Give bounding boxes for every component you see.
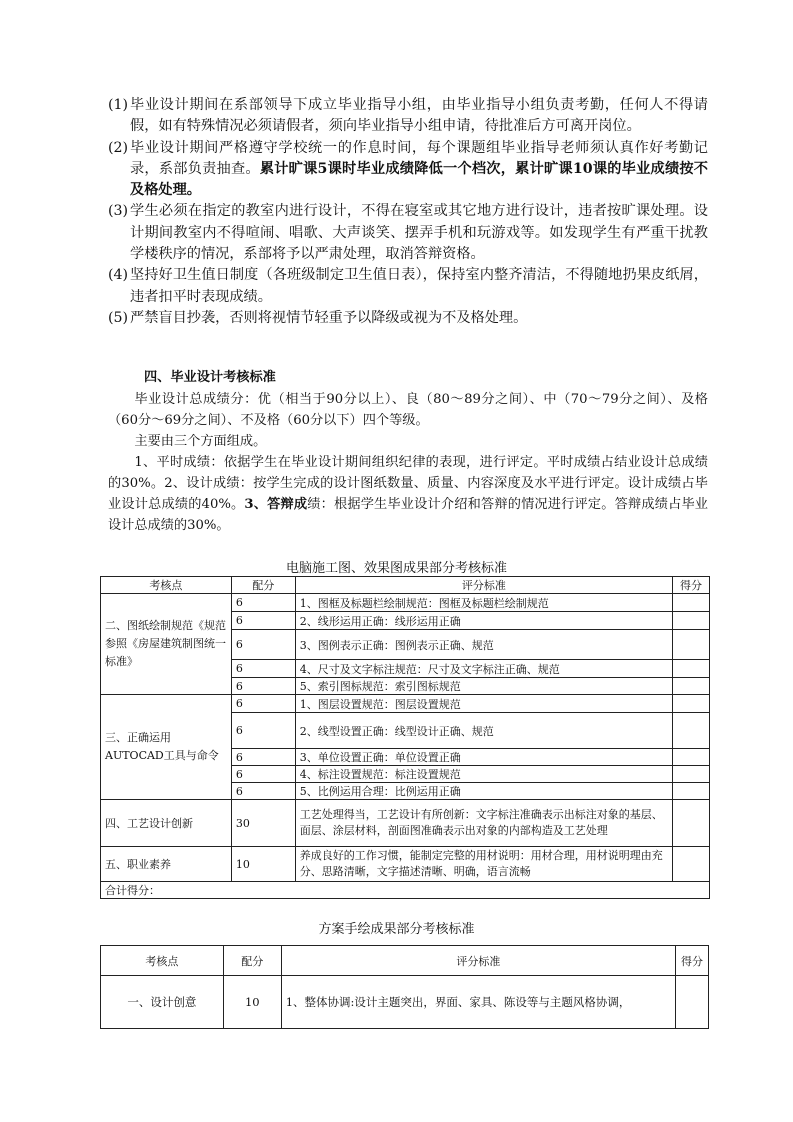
table2-caption: 方案手绘成果部分考核标准 [318, 922, 475, 937]
score-input-cell[interactable] [673, 660, 710, 678]
score-cell: 6 [231, 766, 295, 783]
criteria-cell: 4、标注设置规范：标注设置规范 [295, 766, 672, 783]
header-cell: 评分标准 [281, 946, 675, 976]
header-cell: 得分 [676, 946, 709, 976]
total-row [101, 882, 710, 899]
score-cell: 6 [231, 594, 295, 612]
rule-item [108, 201, 708, 265]
rule-text [130, 138, 708, 202]
score-input-cell[interactable] [673, 749, 710, 766]
score-input-cell[interactable] [673, 594, 710, 612]
header-cell: 配分 [231, 577, 295, 594]
rule-item [108, 138, 708, 202]
score-breakdown-text: 1、平时成绩：依据学生在毕业设计期间组织纪律的表现，进行评定。平时成绩占结业设计总成绩的30%。2、设计成绩：按学生完成的设计图纸数量、质量、内容深度及水平进行评定。设计成绩占毕业设计总成绩的40%。 [108, 455, 708, 512]
rule-text: 毕业设计期间在系部领导下成立毕业指导小组，由毕业指导小组负责考勤，任何人不得请假，如有特殊情况必须请假者，须向毕业指导小组申请，待批准后方可离开岗位。 [130, 97, 708, 135]
composition-paragraph: 主要由三个方面组成。 [134, 434, 267, 449]
score-cell: 6 [231, 749, 295, 766]
criteria-cell: 5、索引图标规范：索引图标规范 [295, 678, 672, 695]
score-input-cell[interactable] [676, 976, 709, 1029]
score-cell: 6 [231, 713, 295, 749]
grade-levels-paragraph: 毕业设计总成绩分：优（相当于90分以上）、良（80～89分之间）、中（70～79分之间）、及格（60分～69分之间）、不及格（60分以下）四个等级。 [108, 392, 708, 428]
criteria-cell: 1、图框及标题栏绘制规范：图框及标题栏绘制规范 [295, 594, 672, 612]
header-cell: 配分 [223, 946, 281, 976]
table-row [101, 695, 710, 713]
header-cell: 评分标准 [295, 577, 672, 594]
rule-number: (5) [108, 309, 129, 326]
rule-item [108, 95, 708, 138]
rule-item [108, 265, 708, 308]
score-cell: 6 [231, 783, 295, 800]
criterion-label: 二、图纸绘制规范《规范参照《房屋建筑制图统一标准》 [101, 594, 232, 695]
rule-number: (1) [108, 97, 129, 113]
rule-text-bold: 累计旷课5课时毕业成绩降低一个档次，累计旷课10课的毕业成绩按不及格处理。 [130, 160, 708, 199]
score-cell: 30 [231, 800, 295, 847]
table1-caption: 电脑施工图、效果图成果部分考核标准 [285, 561, 507, 576]
criteria-cell: 1、图层设置规范：图层设置规范 [295, 695, 672, 713]
assessment-section [108, 367, 708, 536]
criteria-cell: 3、图例表示正确：图例表示正确、规范 [295, 630, 672, 660]
rule-text: 严禁盲目抄袭，否则将视情节轻重予以降级或视为不及格处理。 [130, 309, 528, 326]
score-input-cell[interactable] [673, 713, 710, 749]
score-input-cell[interactable] [673, 847, 710, 882]
table-header-row [101, 577, 710, 594]
header-cell: 得分 [673, 577, 710, 594]
score-cell: 10 [231, 847, 295, 882]
table-row [101, 800, 710, 847]
rules-list [108, 95, 708, 329]
score-input-cell[interactable] [673, 783, 710, 800]
defense-score-bold: 3、答辩成 [244, 497, 308, 512]
criteria-cell: 2、线形运用正确：线形运用正确 [295, 612, 672, 630]
table-row [101, 847, 710, 882]
computer-drawing-assessment-table [100, 576, 710, 899]
score-input-cell[interactable] [673, 766, 710, 783]
rule-number: (2) [108, 139, 129, 156]
criteria-cell: 2、线型设置正确：线型设计正确、规范 [295, 713, 672, 749]
criterion-label: 四、工艺设计创新 [101, 800, 232, 847]
score-input-cell[interactable] [673, 800, 710, 847]
section-heading: 四、毕业设计考核标准 [144, 370, 276, 385]
score-breakdown-paragraph [108, 452, 708, 536]
rule-text: 坚持好卫生值日制度（各班级制定卫生值日表），保持室内整齐清洁，不得随地扔果皮纸屑，违者扣平时表现成绩。 [130, 267, 708, 305]
score-cell: 6 [231, 660, 295, 678]
table-row [101, 976, 709, 1029]
score-input-cell[interactable] [673, 695, 710, 713]
header-cell: 考核点 [101, 946, 224, 976]
criterion-label: 一、设计创意 [101, 976, 224, 1029]
table-header-row [101, 946, 709, 976]
total-score-label: 合计得分： [101, 882, 710, 899]
score-cell: 6 [231, 678, 295, 695]
rule-item [108, 308, 708, 329]
criteria-cell: 4、尺寸及文字标注规范：尺寸及文字标注正确、规范 [295, 660, 672, 678]
score-input-cell[interactable] [673, 630, 710, 660]
criteria-cell: 养成良好的工作习惯，能制定完整的用材说明：用材合理，用材说明理由充分、思路清晰，文字描述清晰、明确，语言流畅 [295, 847, 672, 882]
defense-score-text: 绩：根据学生毕业设计介绍和答辩的情况进行评定。答辩成绩占毕业设计总成绩的30%。 [108, 497, 708, 533]
criterion-label: 三、正确运用AUTOCAD工具与命令 [101, 695, 232, 800]
criteria-cell: 1、整体协调:设计主题突出，界面、家具、陈设等与主题风格协调， [281, 976, 675, 1029]
criteria-cell: 3、单位设置正确：单位设置正确 [295, 749, 672, 766]
score-cell: 6 [231, 695, 295, 713]
score-cell: 6 [231, 612, 295, 630]
criterion-label: 五、职业素养 [101, 847, 232, 882]
rule-text-normal: 毕业设计期间严格遵守学校统一的作息时间，每个课题组毕业指导老师须认真作好考勤记录，系部负责抽查。 [130, 139, 708, 177]
rule-number: (4) [108, 267, 129, 284]
header-cell: 考核点 [101, 577, 232, 594]
score-cell: 6 [231, 630, 295, 660]
hand-drawing-assessment-table [100, 945, 709, 1029]
score-input-cell[interactable] [673, 612, 710, 630]
rule-text: 学生必须在指定的教室内进行设计，不得在寝室或其它地方进行设计，违者按旷课处理。设计期间教室内不得喧闹、唱歌、大声谈笑、摆弄手机和玩游戏等。如发现学生有严重干扰教学楼秩序的情况，系部将予以严肃处理，取消答辩资格。 [130, 203, 708, 263]
criteria-cell: 工艺处理得当，工艺设计有所创新：文字标注准确表示出标注对象的基层、面层、涂层材料，剖面图准确表示出对象的内部构造及工艺处理 [295, 800, 672, 847]
table-row [101, 594, 710, 612]
score-input-cell[interactable] [673, 678, 710, 695]
rule-number: (3) [108, 203, 129, 220]
score-cell: 10 [223, 976, 281, 1029]
criteria-cell: 5、比例运用合理：比例运用正确 [295, 783, 672, 800]
